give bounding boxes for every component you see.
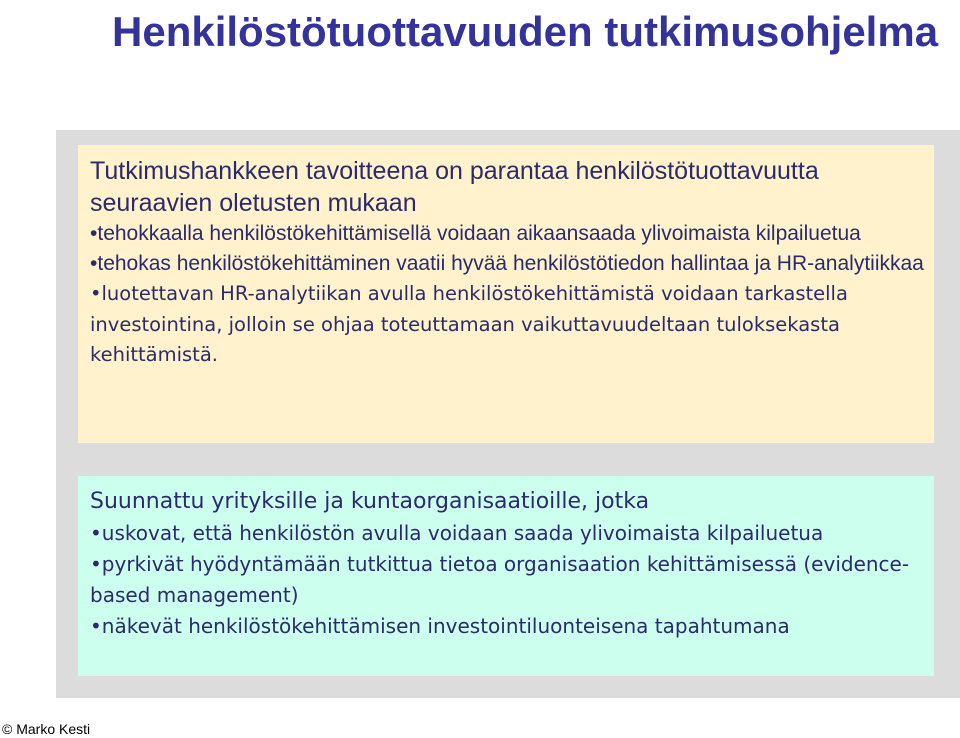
target-item-text: pyrkivät hyödyntämään tutkittua tietoa organisaation kehittämisessä (evidence-based management)	[90, 552, 910, 607]
list-item	[90, 279, 926, 371]
bullet-icon: •	[90, 222, 98, 245]
copyright-notice: © Marko Kesti	[2, 721, 91, 737]
bullet-icon: •	[90, 521, 102, 545]
bullet-icon: •	[90, 552, 102, 576]
list-item	[90, 219, 926, 249]
goal-heading: Tutkimushankkeen tavoitteena on parantaa henkilöstötuottavuutta seuraavien oletusten mukaan	[90, 157, 819, 217]
bullet-icon: •	[90, 282, 102, 305]
goal-list	[90, 219, 926, 371]
slide-title-text: Henkilöstötuottavuuden tutkimusohjelma	[112, 8, 939, 55]
bullet-icon: •	[90, 614, 102, 638]
goal-item-text: luotettavan HR-analytiikan avulla henkilöstökehittämistä voidaan tarkastella investointina, jolloin se ohjaa toteuttamaan vaikuttavuudeltaan tuloksekasta kehittämistä.	[90, 282, 848, 366]
list-item	[90, 249, 926, 279]
list-item	[90, 518, 926, 549]
bullet-icon: •	[90, 252, 98, 275]
slide-title	[112, 0, 938, 64]
goal-item-text: tehokkaalla henkilöstökehittämisellä voidaan aikaansaada ylivoimaista kilpailuetua	[97, 222, 861, 245]
target-list	[90, 518, 926, 642]
list-item	[90, 611, 926, 642]
target-box	[78, 476, 934, 676]
target-item-text: näkevät henkilöstökehittämisen investointiluonteisena tapahtumana	[101, 614, 790, 638]
target-heading: Suunnattu yrityksille ja kuntaorganisaatioille, jotka	[90, 489, 650, 514]
goal-item-text: tehokas henkilöstökehittäminen vaatii hyvää henkilöstötiedon hallintaa ja HR-analytiikkaa	[97, 252, 924, 275]
list-item	[90, 549, 926, 611]
target-item-text: uskovat, että henkilöstön avulla voidaan saada ylivoimaista kilpailuetua	[101, 521, 824, 545]
goal-box	[78, 145, 934, 443]
